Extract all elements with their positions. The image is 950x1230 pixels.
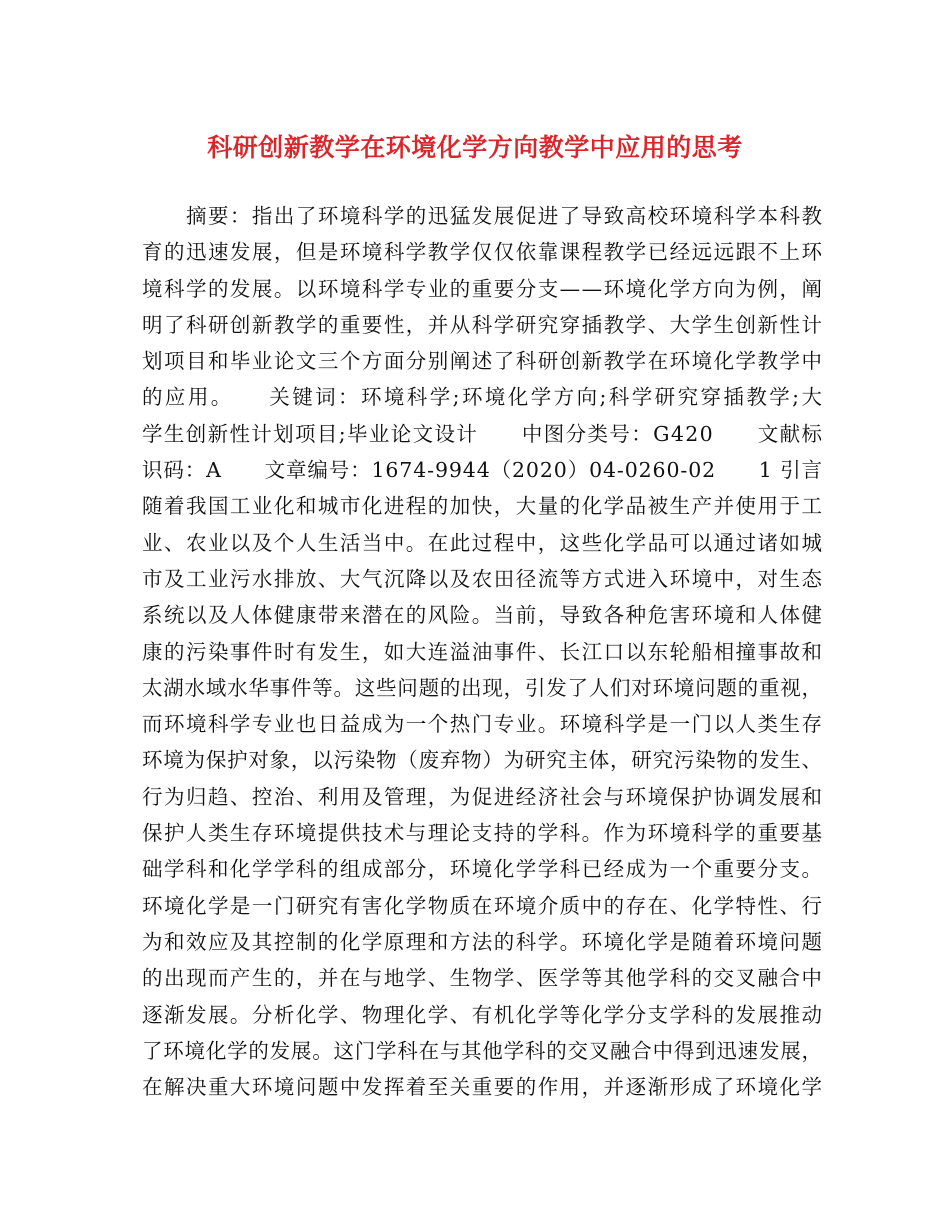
body-line: 摘要：指出了环境科学的迅猛发展促进了导致高校环境科学本科教 <box>142 204 824 228</box>
body-line: 学生创新性计划项目;毕业论文设计 中图分类号：G420 文献标 <box>142 421 824 446</box>
body-line: 随着我国工业化和城市化进程的加快，大量的化学品被生产并使用于工 <box>142 494 824 519</box>
body-line: 太湖水域水华事件等。这些问题的出现，引发了人们对环境问题的重视， <box>142 675 823 700</box>
body-line: 明了科研创新教学的重要性，并从科学研究穿插教学、大学生创新性计 <box>142 312 824 337</box>
body-line: 逐渐发展。分析化学、物理化学、有机化学等化学分支学科的发展推动 <box>142 1002 824 1027</box>
document-body <box>142 198 825 1105</box>
body-line: 业、农业以及个人生活当中。在此过程中，这些化学品可以通过诸如城 <box>142 530 824 555</box>
body-line: 为和效应及其控制的化学原理和方法的科学。环境化学是随着环境问题 <box>142 929 824 954</box>
body-line: 保护人类生存环境提供技术与理论支持的学科。作为环境科学的重要基 <box>142 821 824 846</box>
body-line: 环境为保护对象，以污染物（废弃物）为研究主体，研究污染物的发生、 <box>142 748 823 773</box>
body-line: 在解决重大环境问题中发挥着至关重要的作用，并逐渐形成了环境化学 <box>142 1075 824 1100</box>
body-line: 育的迅速发展，但是环境科学教学仅仅依靠课程教学已经远远跟不上环 <box>142 240 824 265</box>
body-line: 划项目和毕业论文三个方面分别阐述了科研创新教学在环境化学教学中 <box>142 349 824 374</box>
body-line: 境科学的发展。以环境科学专业的重要分支——环境化学方向为例，阐 <box>142 276 824 301</box>
body-line: 了环境化学的发展。这门学科在与其他学科的交叉融合中得到迅速发展， <box>142 1038 823 1063</box>
body-line: 系统以及人体健康带来潜在的风险。当前，导致各种危害环境和人体健 <box>142 603 824 628</box>
document-title: 科研创新教学在环境化学方向教学中应用的思考 <box>207 133 743 162</box>
body-line: 的应用。 关键词：环境科学;环境化学方向;科学研究穿插教学;大 <box>142 385 825 410</box>
body-line: 识码：A 文章编号：1674-9944（2020）04-0260-02 1 引言 <box>142 458 823 483</box>
body-line: 康的污染事件时有发生，如大连溢油事件、长江口以东轮船相撞事故和 <box>142 639 824 664</box>
body-line: 行为归趋、控治、利用及管理，为促进经济社会与环境保护协调发展和 <box>142 784 824 809</box>
body-line: 而环境科学专业也日益成为一个热门专业。环境科学是一门以人类生存 <box>142 712 824 737</box>
body-line: 市及工业污水排放、大气沉降以及农田径流等方式进入环境中，对生态 <box>142 566 824 591</box>
body-line: 的出现而产生的，并在与地学、生物学、医学等其他学科的交叉融合中 <box>142 966 824 991</box>
body-line: 础学科和化学学科的组成部分，环境化学学科已经成为一个重要分支。 <box>142 857 824 882</box>
body-line: 环境化学是一门研究有害化学物质在环境介质中的存在、化学特性、行 <box>142 893 824 918</box>
